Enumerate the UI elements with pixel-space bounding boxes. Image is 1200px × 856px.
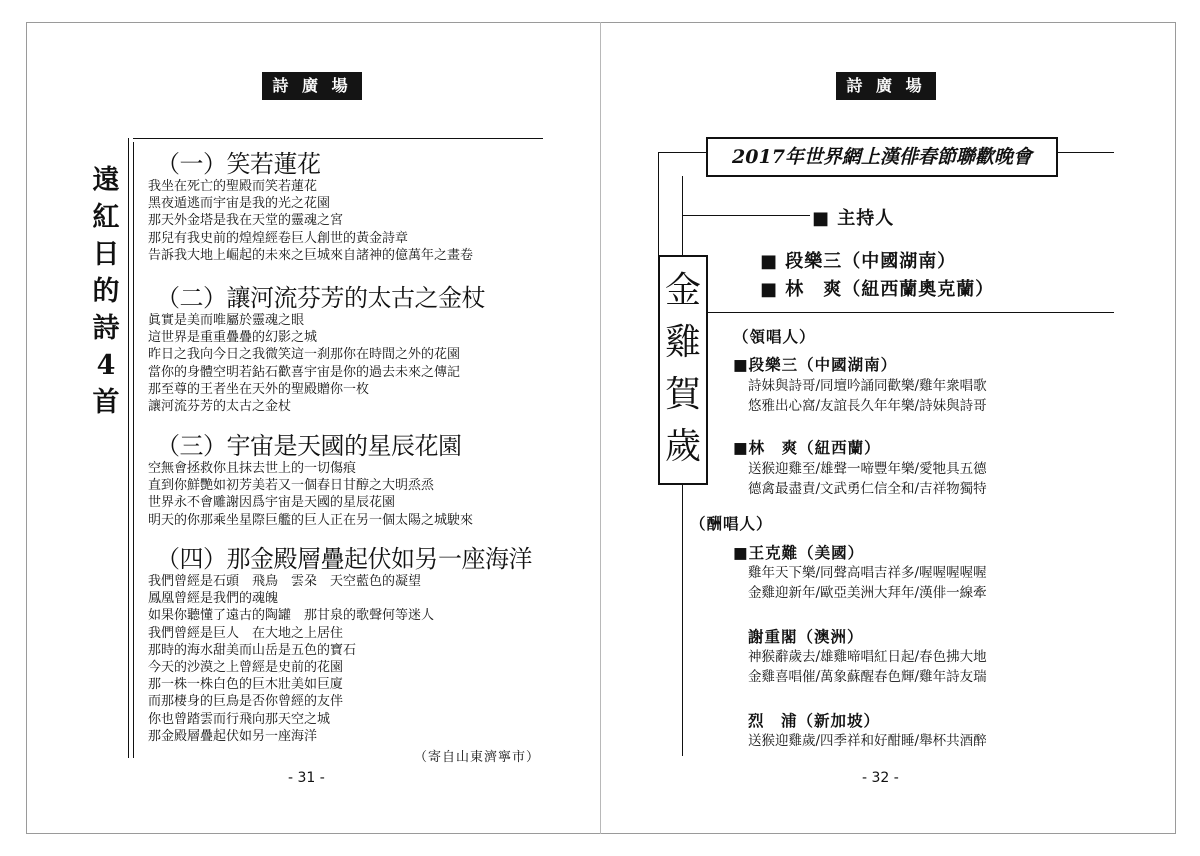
bracket-inner-rule [682,176,683,256]
poem-line: 昨日之我向今日之我微笑這一刹那你在時間之外的花園 [148,347,461,363]
haiku-lines [748,563,987,603]
vertical-title-char: 詩 [92,313,120,344]
singer-name: ■王克難（美國） [733,543,865,562]
left-header-tag: 詩 廣 場 [262,72,362,100]
bracket-top-rule [658,152,708,153]
poem-line: 你也曾踏雲而行飛向那天空之城 [148,711,331,727]
bracket-left-rule [658,152,659,256]
left-rule-inner [133,142,134,758]
divider-rule [708,312,1114,313]
poem-line: 而那棲身的巨鳥是否你曾經的友伴 [148,694,344,710]
poem-line: 如果你聽懂了遠古的陶罐 那甘泉的歌聲何等迷人 [148,608,435,624]
poem-line: 那至尊的王者坐在天外的聖殿贈你一枚 [148,381,370,397]
vertical-title-char: 4 [96,350,116,381]
left-page-number: - 31 - [288,770,325,786]
poem-line: 今天的沙漠之上曾經是史前的花園 [148,660,344,676]
poem-section-3 [148,432,473,529]
poem-line: 那時的海水甜美而山岳是五色的寶石 [148,642,357,658]
poem-line: 直到你鮮艷如初芳美若又一個春日甘醇之大明烝烝 [148,478,435,494]
poem-line: 這世界是重重疊疊的幻影之城 [148,330,318,346]
author-signature: （寄自山東濟寧市） [414,750,541,765]
haiku-line: 德禽最盡責/文武勇仁信全和/吉祥物獨特 [748,481,987,497]
poem-line: 那一株一株白色的巨木壯美如巨廈 [148,677,344,693]
poem-line: 空無會拯救你且抹去世上的一切傷痕 [148,461,357,476]
haiku-line: 神猴辭歲去/雄雞啼唱紅日起/春色拂大地 [748,649,987,665]
poem-title: （三）宇宙是天國的星辰花園 [156,432,462,460]
haiku-lines [748,647,987,687]
poem-title: （一）笑若蓮花 [156,150,321,178]
haiku-line: 悠雅出心窩/友誼長久年年樂/詩妹與詩哥 [748,398,987,414]
seal-char: 雞 [664,322,701,363]
seal-char: 歲 [664,426,701,467]
vertical-title-char: 日 [92,239,120,270]
right-header-tag: 詩 廣 場 [836,72,936,100]
vertical-title-char: 紅 [92,202,120,233]
haiku-lines [748,731,987,751]
vertical-title [86,162,126,421]
poem-title: （四）那金殿層疊起伏如另一座海洋 [156,545,532,573]
page-gutter [600,22,601,834]
haiku-line: 金雞喜唱催/萬象蘇醒春色輝/雞年詩友瑞 [748,669,987,685]
host-name: ■ 林 爽（紐西蘭奧克蘭） [760,279,995,300]
left-rule-outer [128,138,129,758]
lower-left-rule [682,484,683,756]
title-right-rule [1058,152,1114,153]
haiku-line: 送猴迎雞至/雄聲一啼豐年樂/愛牠具五德 [748,461,987,477]
haiku-line: 金雞迎新年/歐亞美洲大拜年/漢俳一線牽 [748,585,987,601]
seal-box [658,255,708,485]
host-heading: ■ 主持人 [812,208,895,229]
poem-line: 那兒有我史前的煌煌經卷巨人創世的黃金詩章 [148,230,409,246]
right-page-number: - 32 - [862,770,899,786]
poem-section-2 [148,284,485,415]
singer-name: 烈 浦（新加坡） [748,711,881,730]
haiku-line: 雞年天下樂/同聲高唱吉祥多/喔喔喔喔喔 [748,565,987,581]
haiku-lines [748,376,987,416]
poem-line: 讓河流芬芳的太古之金杖 [148,399,292,415]
poem-line: 鳳凰曾經是我們的魂魄 [148,591,279,607]
left-top-rule [133,138,543,139]
singer-name: ■段樂三（中國湖南） [733,355,898,374]
poem-line: 黑夜遁逃而宇宙是我的光之花園 [148,196,331,212]
poem-line: 世界永不會雕謝因爲宇宙是天國的星辰花園 [148,495,396,511]
vertical-title-char: 的 [92,276,120,307]
host-leader-rule [682,215,810,216]
poem-section-4 [148,545,532,745]
vertical-title-char: 首 [92,387,120,418]
haiku-line: 詩妹與詩哥/同壇吟誦同歡樂/雞年衆唱歌 [748,378,987,394]
poem-line: 我坐在死亡的聖殿而笑若蓮花 [148,179,318,194]
host-name: ■ 段樂三（中國湖南） [760,251,957,272]
poem-line: 那金殿層疊起伏如另一座海洋 [148,728,318,744]
poem-line: 我們曾經是石頭 飛鳥 雲朶 天空藍色的凝望 [148,574,422,589]
poem-title: （二）讓河流芬芳的太古之金杖 [156,284,485,312]
poem-line: 當你的身體空明若鉆石歡喜宇宙是你的過去未來之傳記 [148,364,461,380]
poem-line: 告訴我大地上崛起的未來之巨城來自諸神的億萬年之畫卷 [148,247,474,263]
vertical-title-char: 遠 [92,165,120,196]
poem-line: 明天的你那乘坐星際巨艦的巨人正在另一個太陽之城駛來 [148,512,474,528]
poem-section-1 [148,150,473,264]
seal-char: 賀 [664,374,701,415]
singer-name: 謝重閣（澳洲） [748,627,864,646]
poem-line: 我們曾經是巨人 在大地之上居住 [148,625,344,641]
haiku-lines [748,459,987,499]
haiku-line: 送猴迎雞歲/四季祥和好酣睡/舉杯共酒醉 [748,733,987,749]
singer-name: ■林 爽（紐西蘭） [733,438,881,457]
poem-line: 那天外金塔是我在天堂的靈魂之宮 [148,213,344,229]
respond-heading: （酬唱人） [690,514,773,533]
event-title: 2017年世界網上漢俳春節聯歡晚會 [706,137,1058,177]
lead-heading: （領唱人） [733,327,816,346]
poem-line: 眞實是美而唯屬於靈魂之眼 [148,313,305,328]
seal-char: 金 [664,270,701,311]
